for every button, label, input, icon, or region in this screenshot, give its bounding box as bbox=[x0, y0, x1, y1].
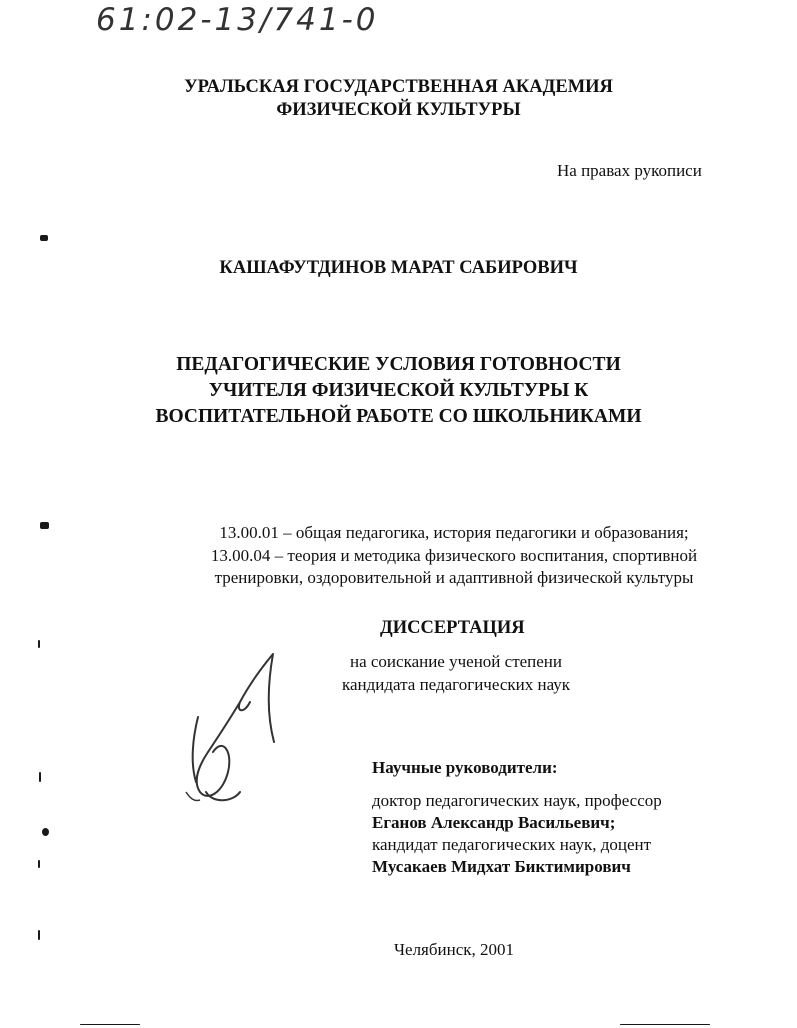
supervisors-list bbox=[372, 790, 662, 878]
specialty-line-1: 13.00.01 – общая педагогика, история педагогики и образования; bbox=[219, 523, 689, 542]
title-line-3: ВОСПИТАТЕЛЬНОЙ РАБОТЕ СО ШКОЛЬНИКАМИ bbox=[155, 406, 642, 427]
signature-stroke bbox=[193, 654, 274, 800]
manuscript-rights: На правах рукописи bbox=[557, 161, 702, 180]
scan-mark bbox=[40, 522, 49, 529]
supervisor-2-title: кандидат педагогических наук, доцент bbox=[372, 835, 652, 854]
scan-mark bbox=[40, 235, 48, 241]
title-line-1: ПЕДАГОГИЧЕСКИЕ УСЛОВИЯ ГОТОВНОСТИ bbox=[176, 354, 621, 375]
institution-line-1: УРАЛЬСКАЯ ГОСУДАРСТВЕННАЯ АКАДЕМИЯ bbox=[184, 77, 613, 97]
handwritten-signature bbox=[178, 642, 308, 812]
institution-name bbox=[0, 76, 797, 122]
specialty-codes bbox=[126, 522, 782, 590]
scan-mark bbox=[42, 828, 49, 836]
specialty-line-2: 13.00.04 – теория и методика физического воспитания, спортивной bbox=[210, 545, 698, 565]
scan-line bbox=[620, 1024, 710, 1025]
supervisor-2-name: Мусакаев Мидхат Биктимирович bbox=[372, 857, 631, 876]
institution-line-2: ФИЗИЧЕСКОЙ КУЛЬТУРЫ bbox=[276, 100, 521, 120]
specialty-line-3: тренировки, оздоровительной и адаптивной физической культуры bbox=[214, 568, 694, 587]
dissertation-label: ДИССЕРТАЦИЯ bbox=[380, 618, 525, 638]
dissertation-title bbox=[0, 352, 797, 430]
supervisor-1-name: Еганов Александр Васильевич; bbox=[372, 813, 616, 832]
supervisor-1-title: доктор педагогических наук, профессор bbox=[372, 791, 662, 810]
city-year: Челябинск, 2001 bbox=[393, 940, 515, 959]
archive-number-handwritten: 61:02-13/741-0 bbox=[96, 2, 379, 38]
scan-mark bbox=[39, 772, 41, 782]
scan-line bbox=[80, 1024, 140, 1025]
scan-mark bbox=[38, 640, 40, 648]
degree-line-2: кандидата педагогических наук bbox=[341, 674, 571, 694]
signature-tail bbox=[186, 792, 200, 801]
scan-mark bbox=[38, 930, 40, 940]
scan-mark bbox=[38, 860, 40, 868]
supervisors-heading: Научные руководители: bbox=[372, 758, 558, 777]
title-line-2: УЧИТЕЛЯ ФИЗИЧЕСКОЙ КУЛЬТУРЫ К bbox=[208, 380, 589, 401]
author-name: КАШАФУТДИНОВ МАРАТ САБИРОВИЧ bbox=[219, 258, 578, 278]
degree-line-1: на соискание ученой степени bbox=[349, 652, 563, 671]
degree-statement bbox=[300, 651, 612, 696]
